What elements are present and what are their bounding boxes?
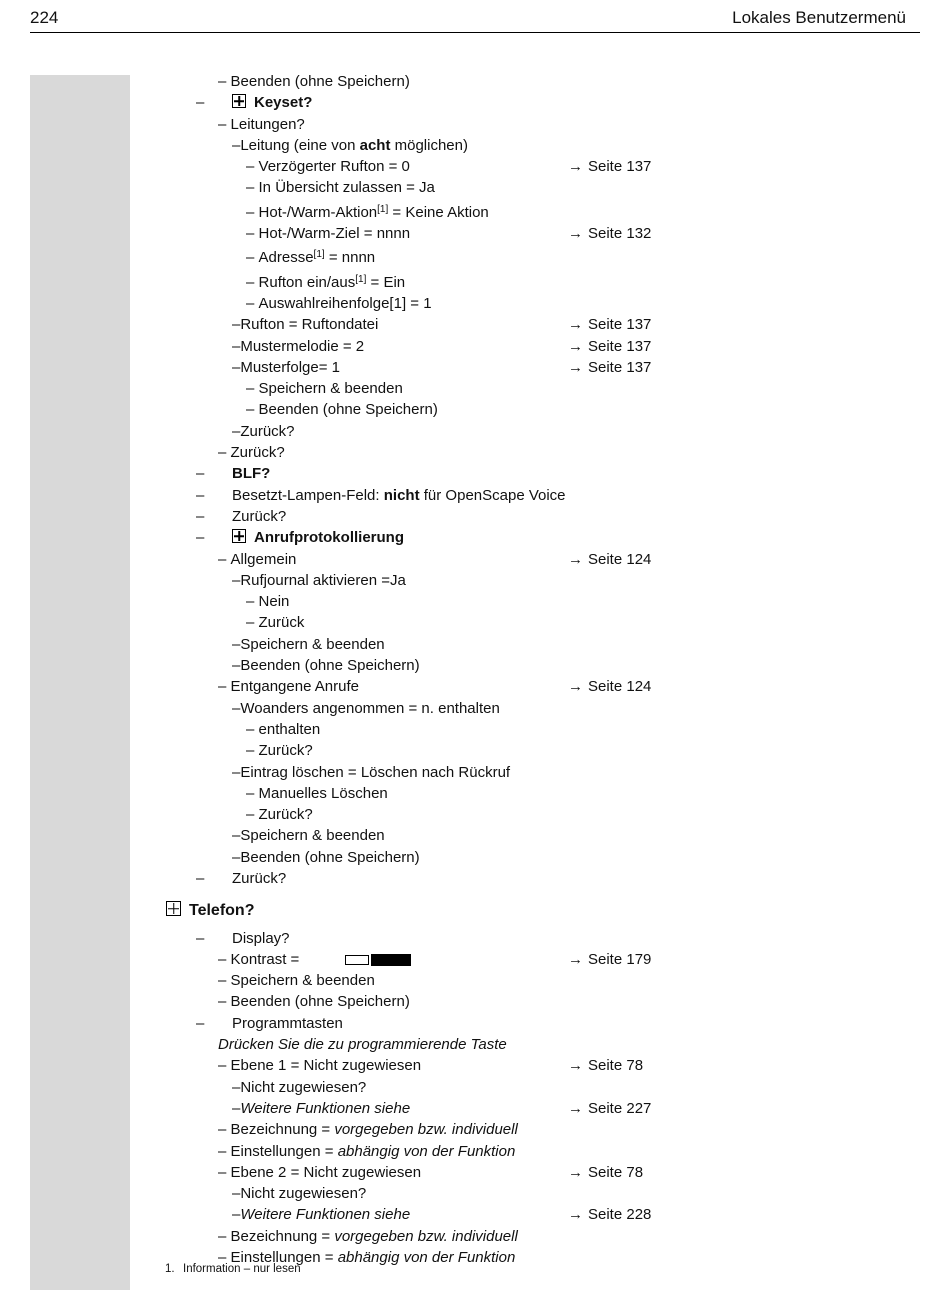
dash-bullet: – (232, 1206, 241, 1224)
menu-text: acht (359, 136, 391, 154)
arrow-right-icon: → (568, 1099, 583, 1117)
menu-text: Rufjournal aktivieren =Ja (240, 571, 406, 589)
menu-text: BLF? (232, 465, 271, 483)
dash-bullet: – (196, 869, 205, 887)
dash-bullet: – (218, 1057, 231, 1075)
menu-line (0, 527, 950, 548)
menu-text: Woanders angenommen = n. enthalten (240, 699, 500, 717)
page-reference-link[interactable] (568, 357, 651, 378)
menu-line (0, 223, 950, 244)
menu-line (0, 1034, 950, 1055)
page-reference-link[interactable] (568, 336, 651, 357)
menu-text: Eintrag löschen = Löschen nach Rückruf (240, 763, 511, 781)
dash-bullet: – (232, 657, 241, 675)
menu-line (0, 71, 950, 92)
menu-text: Nein (258, 593, 290, 611)
menu-text: [1] (313, 249, 325, 261)
dash-bullet: – (218, 550, 231, 568)
page-reference-link[interactable] (568, 314, 651, 335)
dash-bullet: – (246, 401, 259, 419)
page-reference-label: Seite 179 (588, 950, 652, 968)
menu-text: nicht (383, 486, 420, 504)
menu-text: In Übersicht zulassen = Ja (258, 179, 435, 197)
menu-text: Drücken Sie die zu programmierende Taste (218, 1036, 507, 1054)
menu-line (0, 1183, 950, 1204)
menu-text: Zurück? (240, 422, 295, 440)
plus-box-icon (232, 529, 246, 543)
dash-bullet: – (232, 848, 241, 866)
menu-text: = Ein (366, 273, 406, 291)
menu-line (0, 868, 950, 889)
menu-line (0, 591, 950, 612)
menu-line (0, 570, 950, 591)
menu-line (0, 825, 950, 846)
dash-bullet: – (232, 136, 241, 154)
arrow-right-icon: → (568, 358, 583, 376)
menu-line (0, 1013, 950, 1034)
page-reference-label: Seite 78 (588, 1163, 644, 1181)
page-reference-label: Seite 78 (588, 1057, 644, 1075)
menu-text: Weitere Funktionen siehe (240, 1206, 411, 1224)
menu-text: [1] (355, 273, 367, 285)
menu-text: Leitung (eine von (240, 136, 360, 154)
menu-text: für OpenScape Voice (419, 486, 566, 504)
dash-bullet: – (246, 225, 259, 243)
page-reference-label: Seite 228 (588, 1206, 652, 1224)
page-reference-link[interactable] (568, 1204, 651, 1225)
menu-text: Speichern & beenden (230, 972, 375, 990)
dash-bullet: – (196, 929, 205, 947)
page-reference-label: Seite 137 (588, 158, 652, 176)
menu-line (0, 114, 950, 135)
menu-text: Rufton = Ruftondatei (240, 316, 379, 334)
menu-line (0, 177, 950, 198)
menu-line (0, 655, 950, 676)
menu-text: = Keine Aktion (388, 203, 489, 221)
dash-bullet: – (218, 1249, 231, 1267)
dash-bullet: – (246, 742, 259, 760)
menu-line (0, 293, 950, 314)
menu-line (0, 900, 950, 921)
menu-line (0, 612, 950, 633)
menu-text: Zurück? (258, 742, 313, 760)
menu-line (0, 399, 950, 420)
menu-text: Verzögerter Rufton = 0 (258, 158, 410, 176)
dash-bullet: – (246, 593, 259, 611)
menu-text: möglichen) (390, 136, 468, 154)
menu-text: Speichern & beenden (240, 635, 385, 653)
dash-bullet: – (232, 358, 241, 376)
menu-line (0, 1204, 950, 1225)
menu-text: Zurück? (230, 444, 285, 462)
menu-text: Kontrast = (230, 950, 300, 968)
page-reference-label: Seite 227 (588, 1099, 652, 1117)
menu-line (0, 970, 950, 991)
page-reference-link[interactable] (568, 1098, 651, 1119)
menu-line (0, 949, 950, 970)
menu-text: Zurück (258, 614, 305, 632)
dash-bullet: – (218, 1121, 231, 1139)
menu-text: Zurück? (232, 507, 287, 525)
dash-bullet: – (232, 635, 241, 653)
page-reference-link[interactable] (568, 1055, 643, 1076)
page-reference-label: Seite 137 (588, 358, 652, 376)
arrow-right-icon: → (568, 1057, 583, 1075)
menu-text: [1] (377, 203, 389, 215)
menu-line (0, 991, 950, 1012)
arrow-right-icon: → (568, 158, 583, 176)
menu-text: Adresse (258, 249, 314, 267)
dash-bullet: – (246, 249, 259, 267)
menu-text: vorgegeben bzw. individuell (334, 1121, 518, 1139)
dash-bullet: – (246, 203, 259, 221)
menu-line (0, 928, 950, 949)
page-header (30, 0, 920, 33)
page-reference-label: Seite 124 (588, 550, 652, 568)
dash-bullet: – (218, 1163, 231, 1181)
menu-text: = nnnn (324, 249, 376, 267)
menu-line (0, 1055, 950, 1076)
plus-box-icon (166, 901, 181, 916)
menu-line (0, 1119, 950, 1140)
dash-bullet: – (196, 94, 205, 112)
menu-line (0, 740, 950, 761)
arrow-right-icon: → (568, 550, 583, 568)
dash-bullet: – (246, 294, 259, 312)
arrow-right-icon: → (568, 316, 583, 334)
menu-line (0, 783, 950, 804)
page-reference-label: Seite 132 (588, 225, 652, 243)
footnote (165, 1263, 301, 1275)
dash-bullet: – (232, 1078, 241, 1096)
menu-text: Musterfolge= 1 (240, 358, 340, 376)
menu-line (0, 269, 950, 293)
menu-line (0, 698, 950, 719)
menu-line (0, 199, 950, 223)
menu-line (0, 378, 950, 399)
menu-line (0, 92, 950, 113)
footnote-marker: 1. (165, 1263, 175, 1275)
menu-line (0, 442, 950, 463)
menu-line (0, 135, 950, 156)
page-reference-link[interactable] (568, 676, 651, 697)
menu-line (0, 336, 950, 357)
dash-bullet: – (218, 1227, 231, 1245)
dash-bullet: – (196, 507, 205, 525)
menu-text: Entgangene Anrufe (230, 678, 359, 696)
menu-text: Beenden (ohne Speichern) (240, 848, 420, 866)
page-reference-link[interactable] (568, 223, 651, 244)
menu-text: Speichern & beenden (258, 380, 403, 398)
dash-bullet: – (246, 720, 259, 738)
menu-line (0, 549, 950, 570)
menu-text: Speichern & beenden (240, 827, 385, 845)
dash-bullet: – (246, 273, 259, 291)
menu-line (0, 485, 950, 506)
dash-bullet: – (196, 465, 205, 483)
menu-text: Nicht zugewiesen? (240, 1185, 367, 1203)
dash-bullet: – (218, 444, 231, 462)
menu-text: Ebene 1 = Nicht zugewiesen (230, 1057, 422, 1075)
dash-bullet: – (218, 678, 231, 696)
contrast-level-indicator (345, 954, 411, 966)
dash-bullet: – (232, 1185, 241, 1203)
menu-line (0, 804, 950, 825)
menu-text: Einstellungen = (230, 1142, 338, 1160)
menu-text: abhängig von der Funktion (337, 1249, 516, 1267)
menu-line (0, 847, 950, 868)
arrow-right-icon: → (568, 950, 583, 968)
dash-bullet: – (218, 1142, 231, 1160)
page-title: Lokales Benutzermenü (732, 8, 906, 27)
dash-bullet: – (232, 1099, 241, 1117)
menu-text: Display? (232, 929, 290, 947)
menu-text: Bezeichnung = (230, 1227, 335, 1245)
menu-text: Beenden (ohne Speichern) (230, 73, 410, 90)
menu-text: Anrufprotokollierung (254, 529, 404, 547)
page-reference-link[interactable] (568, 156, 651, 177)
menu-line (0, 1077, 950, 1098)
arrow-right-icon: → (568, 337, 583, 355)
menu-line (0, 421, 950, 442)
arrow-right-icon: → (568, 1206, 583, 1224)
menu-text: Beenden (ohne Speichern) (240, 657, 420, 675)
plus-box-icon (232, 94, 246, 108)
dash-bullet: – (218, 993, 231, 1011)
menu-text: Mustermelodie = 2 (240, 337, 365, 355)
menu-text: Nicht zugewiesen? (240, 1078, 367, 1096)
menu-text: Weitere Funktionen siehe (240, 1099, 411, 1117)
menu-text: Einstellungen = (230, 1249, 338, 1267)
menu-text: vorgegeben bzw. individuell (334, 1227, 518, 1245)
menu-text: Programmtasten (232, 1014, 343, 1032)
contrast-filled-segment (371, 954, 411, 966)
dash-bullet: – (218, 950, 231, 968)
menu-text: Zurück? (258, 806, 313, 824)
dash-bullet: – (246, 806, 259, 824)
dash-bullet: – (246, 179, 259, 197)
menu-line (0, 156, 950, 177)
page-number: 224 (30, 8, 59, 27)
dash-bullet: – (196, 486, 205, 504)
menu-text: Ebene 2 = Nicht zugewiesen (230, 1163, 422, 1181)
page-reference-label: Seite 137 (588, 316, 652, 334)
menu-text: Rufton ein/aus (258, 273, 356, 291)
menu-text: Zurück? (232, 869, 287, 887)
menu-line (0, 634, 950, 655)
menu-text: Auswahlreihenfolge[1] = 1 (258, 294, 432, 312)
dash-bullet: – (232, 337, 241, 355)
menu-text: Allgemein (230, 550, 297, 568)
page-reference-link[interactable] (568, 1162, 643, 1183)
menu-text: Hot-/Warm-Aktion (258, 203, 378, 221)
arrow-right-icon: → (568, 225, 583, 243)
menu-text: abhängig von der Funktion (337, 1142, 516, 1160)
page-reference-label: Seite 137 (588, 337, 652, 355)
page-reference-link[interactable] (568, 949, 651, 970)
dash-bullet: – (196, 1014, 205, 1032)
menu-line (0, 719, 950, 740)
menu-tree (0, 71, 950, 1268)
menu-line (0, 1247, 950, 1268)
dash-bullet: – (246, 158, 259, 176)
arrow-right-icon: → (568, 678, 583, 696)
dash-bullet: – (196, 529, 205, 547)
menu-text: enthalten (258, 720, 321, 738)
dash-bullet: – (246, 380, 259, 398)
page-reference-link[interactable] (568, 549, 651, 570)
dash-bullet: – (218, 972, 231, 990)
arrow-right-icon: → (568, 1163, 583, 1181)
menu-line (0, 357, 950, 378)
menu-text: Keyset? (254, 94, 313, 112)
dash-bullet: – (218, 115, 231, 133)
menu-line (0, 676, 950, 697)
dash-bullet: – (232, 699, 241, 717)
dash-bullet: – (232, 571, 241, 589)
contrast-empty-segment (345, 955, 369, 965)
dash-bullet: – (246, 614, 259, 632)
menu-text: Manuelles Löschen (258, 784, 388, 802)
menu-text: Beenden (ohne Speichern) (230, 993, 410, 1011)
menu-line (0, 463, 950, 484)
menu-line (0, 1162, 950, 1183)
dash-bullet: – (218, 73, 231, 90)
menu-line (0, 506, 950, 527)
menu-line (0, 1226, 950, 1247)
menu-text: Beenden (ohne Speichern) (258, 401, 438, 419)
menu-line (0, 244, 950, 268)
menu-text: Telefon? (189, 902, 255, 920)
dash-bullet: – (246, 784, 259, 802)
menu-text: Leitungen? (230, 115, 305, 133)
menu-text: Besetzt-Lampen-Feld: (232, 486, 384, 504)
menu-line (0, 1141, 950, 1162)
page-reference-label: Seite 124 (588, 678, 652, 696)
menu-line (0, 762, 950, 783)
menu-line (0, 1098, 950, 1119)
menu-text: Hot-/Warm-Ziel = nnnn (258, 225, 411, 243)
dash-bullet: – (232, 422, 241, 440)
menu-text: Bezeichnung = (230, 1121, 335, 1139)
footnote-text: Information – nur lesen (183, 1263, 301, 1275)
dash-bullet: – (232, 316, 241, 334)
dash-bullet: – (232, 763, 241, 781)
dash-bullet: – (232, 827, 241, 845)
menu-line (0, 314, 950, 335)
